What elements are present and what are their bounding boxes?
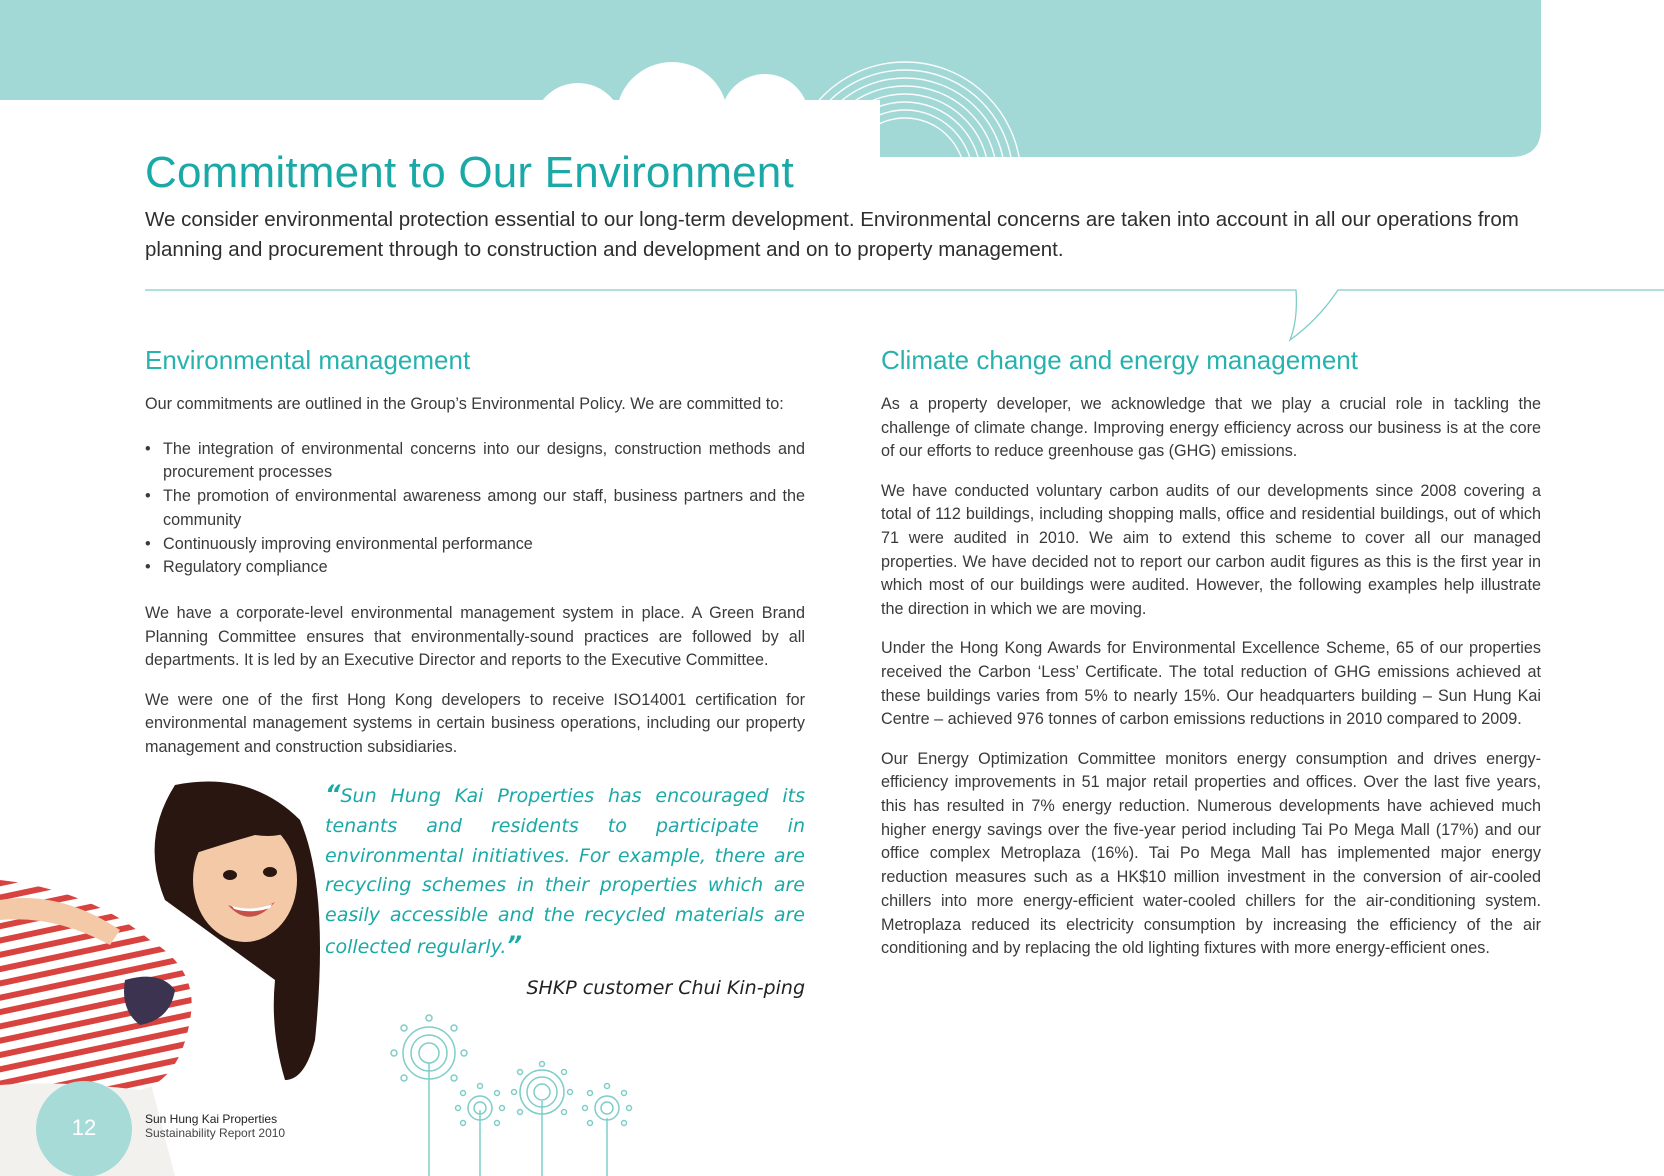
commitment-list xyxy=(145,438,805,580)
footer-report-title: Sustainability Report 2010 xyxy=(145,1126,286,1140)
list-item: • The integration of environmental concerns into our designs, construction methods and procurement processes xyxy=(145,438,805,485)
body-paragraph: We have conducted voluntary carbon audits of our developments since 2008 covering a total of 112 buildings, including shopping malls, office and residential buildings, out of which 71 were audited in 2010. We aim to extend this scheme to cover all our managed properties. We have decided not to report our carbon audit figures as this is the first year in which most of our buildings were audited. However, the following examples help illustrate the direction in which we are moving. xyxy=(881,481,1541,619)
footer-company-name: Sun Hung Kai Properties xyxy=(145,1112,278,1126)
list-item: • The promotion of environmental awareness among our staff, business partners and the community xyxy=(145,485,805,532)
open-quote-mark: “ xyxy=(325,780,341,808)
environmental-management-section xyxy=(145,345,805,775)
climate-change-section xyxy=(881,345,1541,976)
page-title: Commitment to Our Environment xyxy=(145,148,794,197)
header-banner xyxy=(0,0,1664,165)
body-paragraph: We have a corporate-level environmental management system in place. A Green Brand Planning Committee ensures that environmentally-sound practices are followed by all departments. It is led by an Executive Director and reports to the Executive Committee. xyxy=(145,603,805,670)
section-divider xyxy=(0,280,1664,345)
close-quote-mark: ” xyxy=(506,930,522,959)
customer-quote xyxy=(325,780,805,963)
body-paragraph: We were one of the first Hong Kong developers to receive ISO14001 certification for environmental management systems in certain business operations, including our property management and construction subsidiaries. xyxy=(145,690,805,756)
intro-paragraph: We consider environmental protection essential to our long-term development. Environmental concerns are taken into account in all our operations from planning and procurement through to construction and development and on to property management. xyxy=(145,208,1519,261)
flowers-decoration xyxy=(380,1008,640,1176)
section-heading: Climate change and energy management xyxy=(881,345,1358,375)
page-number: 12 xyxy=(71,1115,97,1140)
quote-attribution: SHKP customer Chui Kin-ping xyxy=(526,977,805,999)
section-heading: Environmental management xyxy=(145,345,471,375)
list-item: • Regulatory compliance xyxy=(145,556,805,580)
list-item: • Continuously improving environmental performance xyxy=(145,533,805,557)
body-paragraph: As a property developer, we acknowledge that we play a crucial role in tackling the challenge of climate change. Improving energy efficiency across our business is at the core of our efforts to reduce greenhouse gas (GHG) emissions. xyxy=(881,395,1541,461)
body-paragraph: Our Energy Optimization Committee monitors energy consumption and drives energy-efficiency improvements in 51 major retail properties and offices. Over the last five years, this has resulted in 7% energy reduction. Numerous developments have achieved much higher energy savings over the five-year period including Tai Po Mega Mall (17%) and our office complex Metroplaza (16%). Tai Po Mega Mall has implemented major energy reduction measures such as a HK$10 million investment in the conversion of air-cooled chillers into more energy-efficient water-cooled chillers for the air-conditioning system. Metroplaza reduced its electricity consumption by increasing the efficiency of the air conditioning and by replacing the old lighting fixtures with more energy-efficient ones. xyxy=(881,749,1541,958)
policy-lead: Our commitments are outlined in the Group’s Environmental Policy. We are committed to: xyxy=(145,395,784,413)
body-paragraph: Under the Hong Kong Awards for Environmental Excellence Scheme, 65 of our properties received the Carbon ‘Less’ Certificate. The total reduction of GHG emissions achieved at these buildings varies from 5% to nearly 15%. Our headquarters building – Sun Hung Kai Centre – achieved 976 tonnes of carbon emissions reductions in 2010 compared to 2009. xyxy=(881,639,1541,729)
quote-text: Sun Hung Kai Properties has encouraged its tenants and residents to participate in environmental initiatives. For example, there are recycling schemes in their properties which are easily accessible and the recycled materials are collected regularly. xyxy=(325,785,805,958)
